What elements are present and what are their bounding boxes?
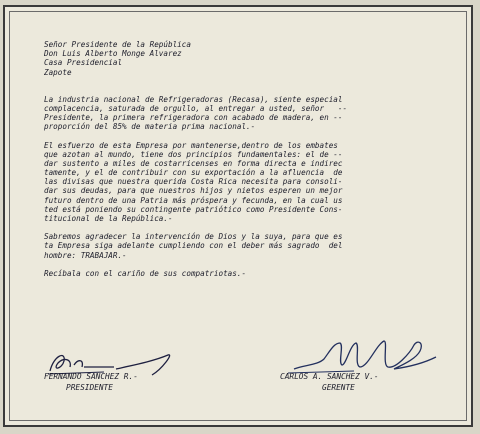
address-line: Señor Presidente de la República [44,40,191,49]
address-block [44,40,444,77]
text-line: dar sustento a miles de costarricenses en forma directa e indirec [44,158,343,168]
paragraph-2 [44,141,444,224]
text-line: hombre: TRABAJAR.- [44,250,127,260]
closing-line: Recíbala con el cariño de sus compatriotas.- [44,268,247,278]
text-line: dar sus deudas, para que nuestros hijos y nietos esperen un mejor [44,186,343,196]
paragraph-3 [44,232,444,260]
text-line: las divisas que nuestra querida Costa Rica necesita para consoli- [44,177,343,187]
text-line: La industria nacional de Refrigeradoras (Recasa), siente especial [44,94,343,104]
address-line: Casa Presidencial [44,58,123,68]
text-line: tamente, y el de contribuir con su exportación a la afluencia de [44,168,343,178]
address-line: Zapote [44,67,72,77]
left-signatory-title: PRESIDENTE [66,383,113,392]
text-line: futuro dentro de una Patria más próspera y fecunda, en la cual us [44,195,343,205]
text-line: que azotan al mundo, tiene dos principios fundamentales: el de -- [44,149,343,159]
text-line: proporción del 85% de materia prima nacional.- [44,122,256,132]
text-line: Presidente, la primera refrigeradora con acabado de madera, en -- [44,113,343,123]
text-line: complacencia, saturada de orgullo, al entregar a usted, señor -- [44,103,348,113]
text-line: Sabremos agradecer la intervención de Dios y la suya, para que es [44,232,343,242]
address-line: Don Luis Alberto Monge Alvarez [44,49,182,59]
right-signatory-name: CARLOS A. SANCHEZ V.- [280,372,379,381]
left-signatory-name: FERNANDO SANCHEZ R.- [44,372,138,381]
letter-body [44,40,444,278]
text-line: El esfuerzo de esta Empresa por mantenerse,dentro de los embates [44,140,338,150]
text-line: ted está poniendo su contingente patriótico como Presidente Cons- [44,204,343,214]
right-signatory-title: GERENTE [322,383,355,392]
text-line: titucional de la República.- [44,214,173,223]
paragraph-1 [44,95,444,132]
text-line: ta Empresa siga adelante cumpliendo con el deber más sagrado del [44,241,343,251]
